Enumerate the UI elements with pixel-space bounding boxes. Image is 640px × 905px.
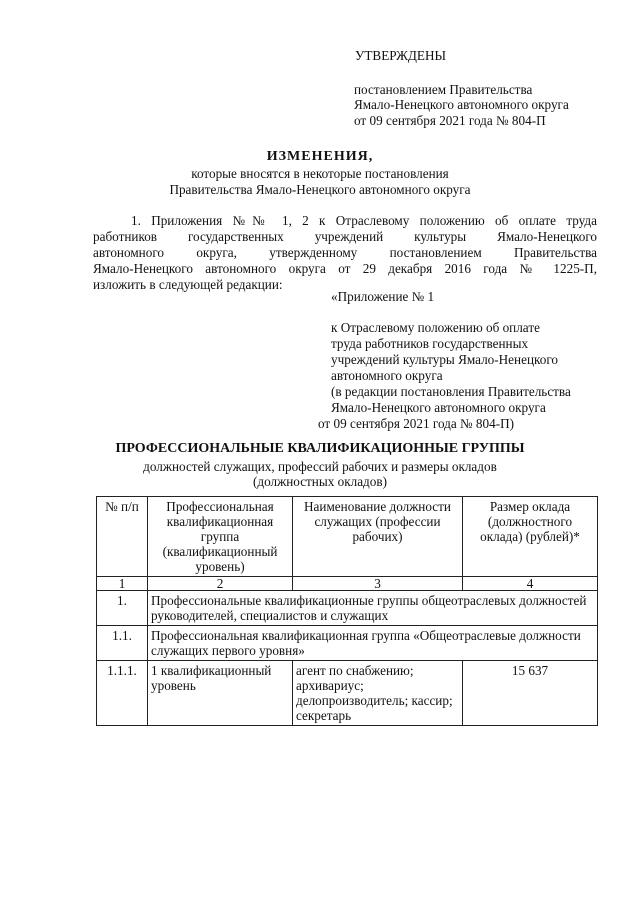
row-number: 1.1.1. xyxy=(97,661,148,726)
salary-value: 15 637 xyxy=(463,661,598,726)
group-heading: Профессиональная квалификационная группа «Общеотраслевые должности служащих первого уровня» xyxy=(148,626,598,661)
appendix-line: от 09 сентября 2021 года № 804-П) xyxy=(318,416,515,431)
column-number: 4 xyxy=(463,577,598,591)
table-header-row xyxy=(97,497,598,577)
appendix-line: автономного округа xyxy=(331,368,443,383)
paragraph-line: изложить в следующей редакции: xyxy=(93,277,283,292)
approval-line: постановлением Правительства xyxy=(354,82,533,97)
changes-subtitle: которые вносятся в некоторые постановления xyxy=(191,166,449,181)
header-number: № п/п xyxy=(97,497,148,577)
appendix-line: «Приложение № 1 xyxy=(331,289,435,304)
table-row xyxy=(97,626,598,661)
groups-subtitle: (должностных окладов) xyxy=(253,474,387,489)
appendix-line: к Отраслевому положению об оплате xyxy=(331,320,540,335)
header-position: Наименование должности служащих (профессии рабочих) xyxy=(293,497,463,577)
paragraph-line: автономного округа, утвержденному постановлением Правительства xyxy=(93,245,597,260)
groups-subtitle: должностей служащих, профессий рабочих и размеры окладов xyxy=(143,459,497,474)
header-qual-group: Профессиональная квалификационная группа (квалификационный уровень) xyxy=(148,497,293,577)
table-numbering-row xyxy=(97,577,598,591)
changes-subtitle: Правительства Ямало-Ненецкого автономного округа xyxy=(169,182,471,197)
salary-table xyxy=(96,496,598,726)
appendix-line: Ямало-Ненецкого автономного округа xyxy=(331,400,546,415)
qualification-level: 1 квалификационный уровень xyxy=(148,661,293,726)
column-number: 2 xyxy=(148,577,293,591)
groups-title: ПРОФЕССИОНАЛЬНЫЕ КВАЛИФИКАЦИОННЫЕ ГРУППЫ xyxy=(115,441,525,456)
approval-line: Ямало-Ненецкого автономного округа xyxy=(354,97,569,112)
appendix-line: труда работников государственных xyxy=(331,336,529,351)
table-row xyxy=(97,661,598,726)
paragraph-line: 1. Приложения №№ 1, 2 к Отраслевому положению об оплате труда xyxy=(131,213,597,228)
appendix-line: (в редакции постановления Правительства xyxy=(331,384,571,399)
position-list: агент по снабжению; архивариус; делопроизводитель; кассир; секретарь xyxy=(293,661,463,726)
row-number: 1.1. xyxy=(97,626,148,661)
appendix-line: учреждений культуры Ямало-Ненецкого xyxy=(331,352,559,367)
table-row xyxy=(97,591,598,626)
changes-title: ИЗМЕНЕНИЯ, xyxy=(266,149,374,164)
column-number: 1 xyxy=(97,577,148,591)
approval-line: от 09 сентября 2021 года № 804-П xyxy=(354,113,546,128)
group-heading: Профессиональные квалификационные группы общеотраслевых должностей руководителей, специалистов и служащих xyxy=(148,591,598,626)
paragraph-line: работников государственных учреждений культуры Ямало-Ненецкого xyxy=(93,229,597,244)
row-number: 1. xyxy=(97,591,148,626)
column-number: 3 xyxy=(293,577,463,591)
paragraph-line: Ямало-Ненецкого автономного округа от 29 декабря 2016 года № 1225-П, xyxy=(93,261,597,276)
approval-stamp: УТВЕРЖДЕНЫ xyxy=(355,48,447,63)
header-salary: Размер оклада (должностного оклада) (рублей)* xyxy=(463,497,598,577)
